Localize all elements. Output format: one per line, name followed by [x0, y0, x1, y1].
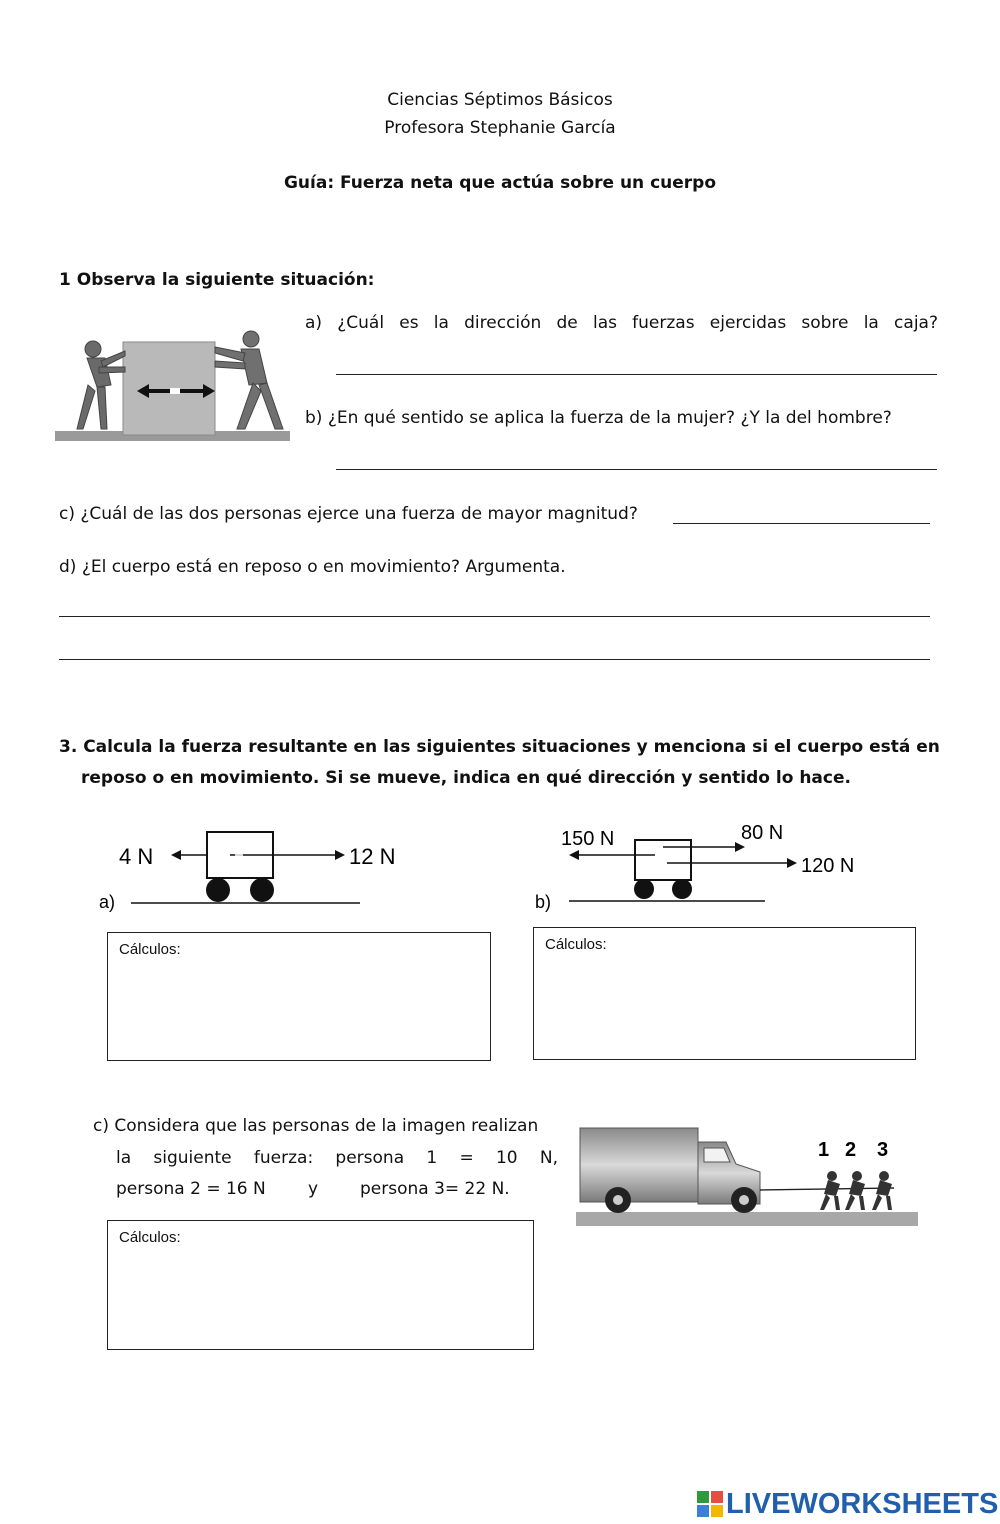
road	[576, 1212, 918, 1226]
force-label-left: 150 N	[561, 828, 615, 850]
pulling-people	[820, 1171, 892, 1210]
question-3c-line1: c) Considera que las personas de la imagen realizan	[93, 1116, 539, 1136]
answer-line-1b[interactable]	[336, 469, 937, 470]
answer-line-1a[interactable]	[336, 374, 937, 375]
section-1-heading: 1 Observa la siguiente situación:	[59, 270, 375, 290]
force-label-right-top: 80 N	[741, 822, 784, 844]
box	[123, 342, 215, 435]
liveworksheets-icon	[697, 1489, 725, 1519]
answer-line-1d-2[interactable]	[59, 659, 930, 660]
wheel	[634, 879, 654, 899]
calc-label: Cálculos:	[119, 1229, 181, 1246]
question-3c-line3b: y	[308, 1179, 319, 1199]
question-3c-line2: la siguiente fuerza: persona 1 = 10 N,	[116, 1148, 558, 1168]
wheel	[672, 879, 692, 899]
diagram-a	[95, 820, 396, 915]
person-number-2: 2	[845, 1139, 857, 1161]
person-number-1: 1	[818, 1139, 830, 1161]
question-3c-line3c: persona 3= 22 N.	[360, 1179, 510, 1199]
course-title: Ciencias Séptimos Básicos	[387, 90, 613, 110]
teacher-name: Profesora Stephanie García	[384, 118, 616, 138]
man-figure	[215, 331, 283, 429]
wheel	[206, 878, 230, 902]
diagram-b	[533, 815, 873, 915]
box-push-illustration	[53, 325, 293, 445]
calc-box-c[interactable]	[107, 1220, 534, 1350]
calc-box-a[interactable]	[107, 932, 491, 1061]
force-label-left: 4 N	[119, 844, 154, 869]
question-3c-line3a: persona 2 = 16 N	[116, 1179, 266, 1199]
diagram-label: b)	[535, 892, 552, 912]
truck-cargo	[580, 1128, 698, 1202]
liveworksheets-logo	[697, 1487, 998, 1521]
question-1b: b) ¿En qué sentido se aplica la fuerza de la mujer? ¿Y la del hombre?	[305, 408, 892, 428]
person-number-3: 3	[877, 1139, 889, 1161]
calc-label: Cálculos:	[545, 936, 607, 953]
truck-pull-illustration	[574, 1120, 920, 1230]
woman-figure	[77, 341, 125, 429]
question-1d: d) ¿El cuerpo está en reposo o en movimiento? Argumenta.	[59, 557, 566, 577]
diagram-label: a)	[99, 892, 116, 912]
brand-text: LIVEWORKSHEETS	[726, 1487, 999, 1520]
section-3-heading-line2: reposo o en movimiento. Si se mueve, indica en qué dirección y sentido lo hace.	[81, 768, 851, 788]
force-label-right-bottom: 120 N	[801, 855, 855, 877]
calc-label: Cálculos:	[119, 941, 181, 958]
calc-box-b[interactable]	[533, 927, 916, 1060]
answer-line-1d-1[interactable]	[59, 616, 930, 617]
cart-body	[635, 840, 691, 880]
guide-title: Guía: Fuerza neta que actúa sobre un cuerpo	[283, 173, 717, 193]
force-label-right: 12 N	[349, 844, 396, 869]
section-3-heading-line1: 3. Calcula la fuerza resultante en las siguientes situaciones y menciona si el cuerpo está en	[59, 737, 940, 757]
wheel	[250, 878, 274, 902]
answer-line-1c[interactable]	[673, 523, 930, 524]
question-1c: c) ¿Cuál de las dos personas ejerce una fuerza de mayor magnitud?	[59, 504, 638, 524]
question-1a: a) ¿Cuál es la dirección de las fuerzas ejercidas sobre la caja?	[305, 313, 938, 333]
